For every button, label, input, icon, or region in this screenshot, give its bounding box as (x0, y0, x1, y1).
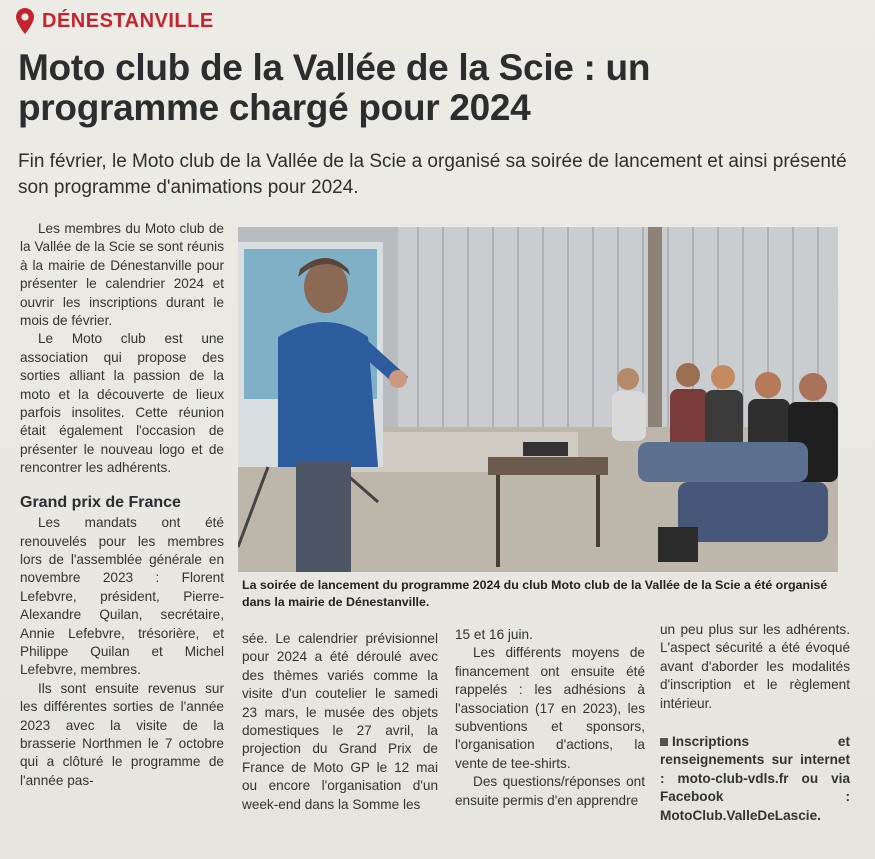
article-column-4 (660, 621, 850, 825)
paragraph: Des questions/réponses ont ensuite permis d'en apprendre (455, 774, 645, 808)
paragraph: Les différents moyens de financement ont ensuite été rappelés : les adhésions à l'association (17 en 2023), les subventions et sponsors, l'organisation d'actions, la vente de tee-shirts. (455, 645, 645, 771)
paragraph: sée. Le calendrier prévisionnel pour 2024 a été déroulé avec des thèmes variés comme la visite d'un coutelier le samedi 23 mars, le musée des objets domestiques le 27 avril, la projection du Grand Prix de France de Moto GP le 12 mai ou encore l'organisation d'un week-end dans la Somme les (242, 631, 438, 812)
square-bullet-icon (660, 738, 668, 746)
info-box (660, 733, 850, 825)
paragraph: Les membres du Moto club de la Vallée de la Scie se sont réunis à la mairie de Dénestanville pour présenter le calendrier 2024 et ouvrir les inscriptions durant le mois de février. (20, 221, 224, 329)
paragraph: Les mandats ont été renouvelés pour les membres lors de l'assemblée générale en novembre 2023 : Florent Lefebvre, président, Pierre-Alexandre Quilan, secrétaire, Annie Lefebvre, trésorière, et Philippe Quilan et Michel Lefebvre, membres. (20, 515, 224, 678)
article-column-3 (455, 626, 645, 810)
paragraph: Le Moto club est une association qui propose des sorties alliant la passion de la moto et la découverte de lieux parfois insolites. Cette réunion était également l'occasion de présenter le nouveau logo et de rencontrer les adhérents. (20, 331, 224, 476)
article-column-2 (242, 630, 438, 814)
photo-caption: La soirée de lancement du programme 2024 du club Moto club de la Vallée de la Scie a été organisé dans la mairie de Dénestanville. (242, 578, 828, 609)
info-text: Inscriptions et renseignements sur internet : moto-club-vdls.fr ou via Facebook : MotoClub.ValleDeLascie. (660, 734, 850, 823)
location-kicker (16, 8, 214, 34)
paragraph: Ils sont ensuite revenus sur les différentes sorties de l'année 2023 avec la visite de la brasserie Northmen le 7 octobre qui a clôturé le programme de l'année pas- (20, 680, 224, 788)
article-photo (238, 227, 838, 572)
article-headline: Moto club de la Vallée de la Scie : un programme chargé pour 2024 (18, 47, 651, 128)
paragraph: un peu plus sur les adhérents. L'aspect sécurité a été évoqué avant d'aborder les modalités d'inscription et le règlement intérieur. (660, 622, 850, 711)
location-pin-icon (16, 8, 34, 34)
article-standfirst: Fin février, le Moto club de la Vallée de la Scie a organisé sa soirée de lancement et ainsi présenté son programme d'animations pour 2024. (18, 151, 847, 198)
paragraph: 15 et 16 juin. (455, 627, 533, 642)
subheading: Grand prix de France (20, 493, 181, 511)
kicker-label: DÉNESTANVILLE (42, 9, 214, 32)
article-column-1 (20, 220, 224, 790)
